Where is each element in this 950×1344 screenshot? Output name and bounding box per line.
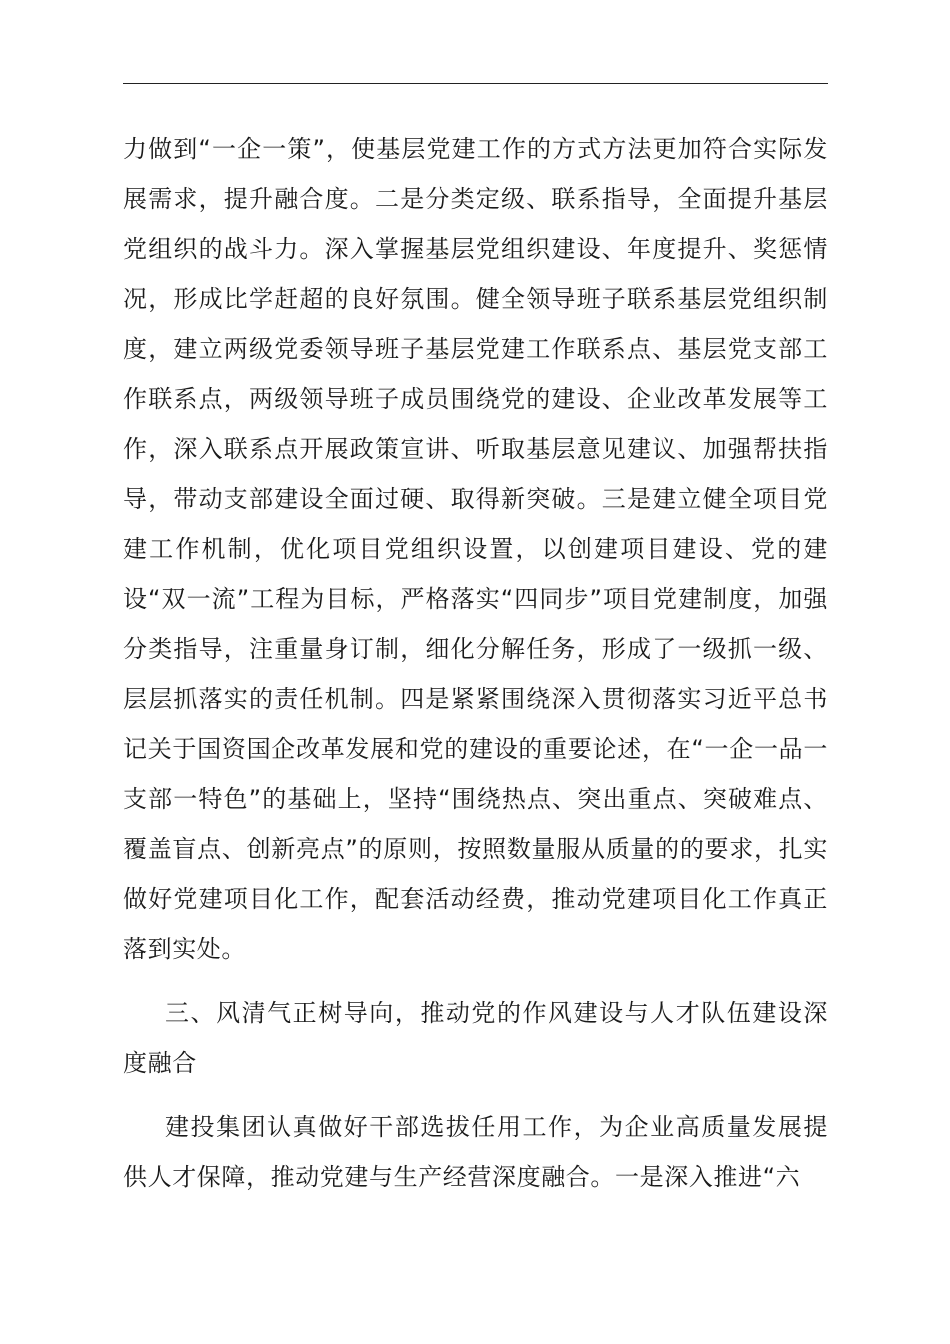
header-rule	[123, 83, 828, 84]
paragraph-section-body: 建投集团认真做好干部选拔任用工作，为企业高质量发展提供人才保障，推动党建与生产经营深度融合。一是深入推进“六	[123, 1113, 828, 1191]
paragraph-continuation: 力做到“一企一策”，使基层党建工作的方式方法更加符合实际发展需求，提升融合度。二是分类定级、联系指导，全面提升基层党组织的战斗力。深入掌握基层党组织建设、年度提升、奖惩情况，形成比学赶超的良好氛围。健全领导班子联系基层党组织制度，建立两级党委领导班子基层党建工作联系点、基层党支部工作联系点，两级领导班子成员围绕党的建设、企业改革发展等工作，深入联系点开展政策宣讲、听取基层意见建议、加强帮扶指导，带动支部建设全面过硬、取得新突破。三是建立健全项目党建工作机制，优化项目党组织设置，以创建项目建设、党的建设“双一流”工程为目标，严格落实“四同步”项目党建制度，加强分类指导，注重量身订制，细化分解任务，形成了一级抓一级、层层抓落实的责任机制。四是紧紧围绕深入贯彻落实习近平总书记关于国资国企改革发展和党的建设的重要论述，在“一企一品一支部一特色”的基础上，坚持“围绕热点、突出重点、突破难点、覆盖盲点、创新亮点”的原则，按照数量服从质量的的要求，扎实做好党建项目化工作，配套活动经费，推动党建项目化工作真正落到实处。	[123, 135, 828, 963]
section-heading: 三、风清气正树导向，推动党的作风建设与人才队伍建设深度融合	[123, 999, 828, 1077]
document-body	[123, 124, 828, 1202]
